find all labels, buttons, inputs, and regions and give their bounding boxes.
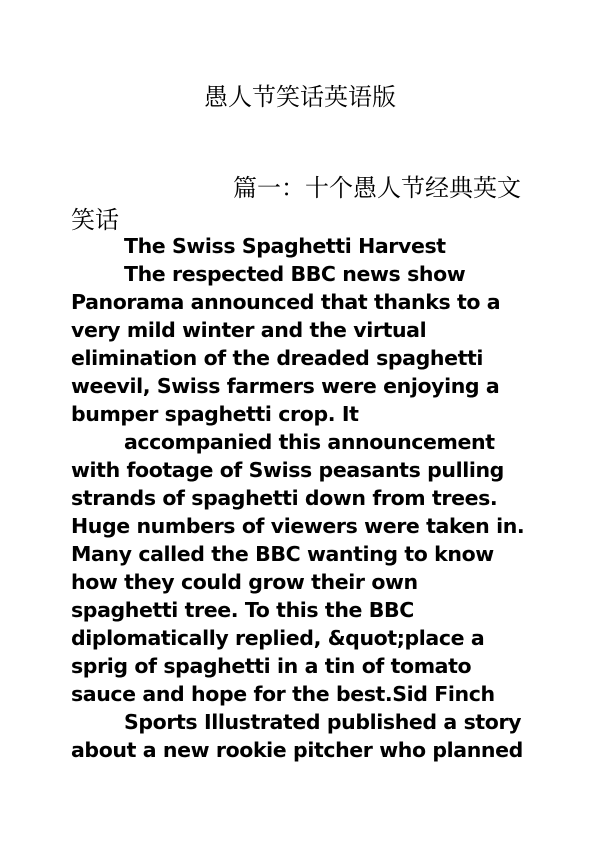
section-heading: 篇一：十个愚人节经典英文笑话 (71, 174, 521, 234)
article-heading: The Swiss Spaghetti Harvest (124, 234, 446, 258)
paragraph: The respected BBC news show Panorama announced that thanks to a very mild winter and the virtual elimination of the dreaded spaghetti weevil, Swiss farmers were enjoying a bumper spaghetti crop. It (71, 262, 501, 426)
document-title: 愚人节笑话英语版 (204, 83, 396, 111)
paragraph: accompanied this announcement with footage of Swiss peasants pulling strands of spaghetti down from trees. Huge numbers of viewers were taken in. Many called the BBC wanting to know how they could grow their own spaghetti tree. To this the BBC diplomatically replied, &quot;place a sprig of spaghetti in a tin of tomato sauce and hope for the best.Sid Finch (71, 430, 525, 706)
paragraph: Sports Illustrated published a story about a new rookie pitcher who planned (71, 710, 523, 762)
article-body (71, 232, 531, 764)
